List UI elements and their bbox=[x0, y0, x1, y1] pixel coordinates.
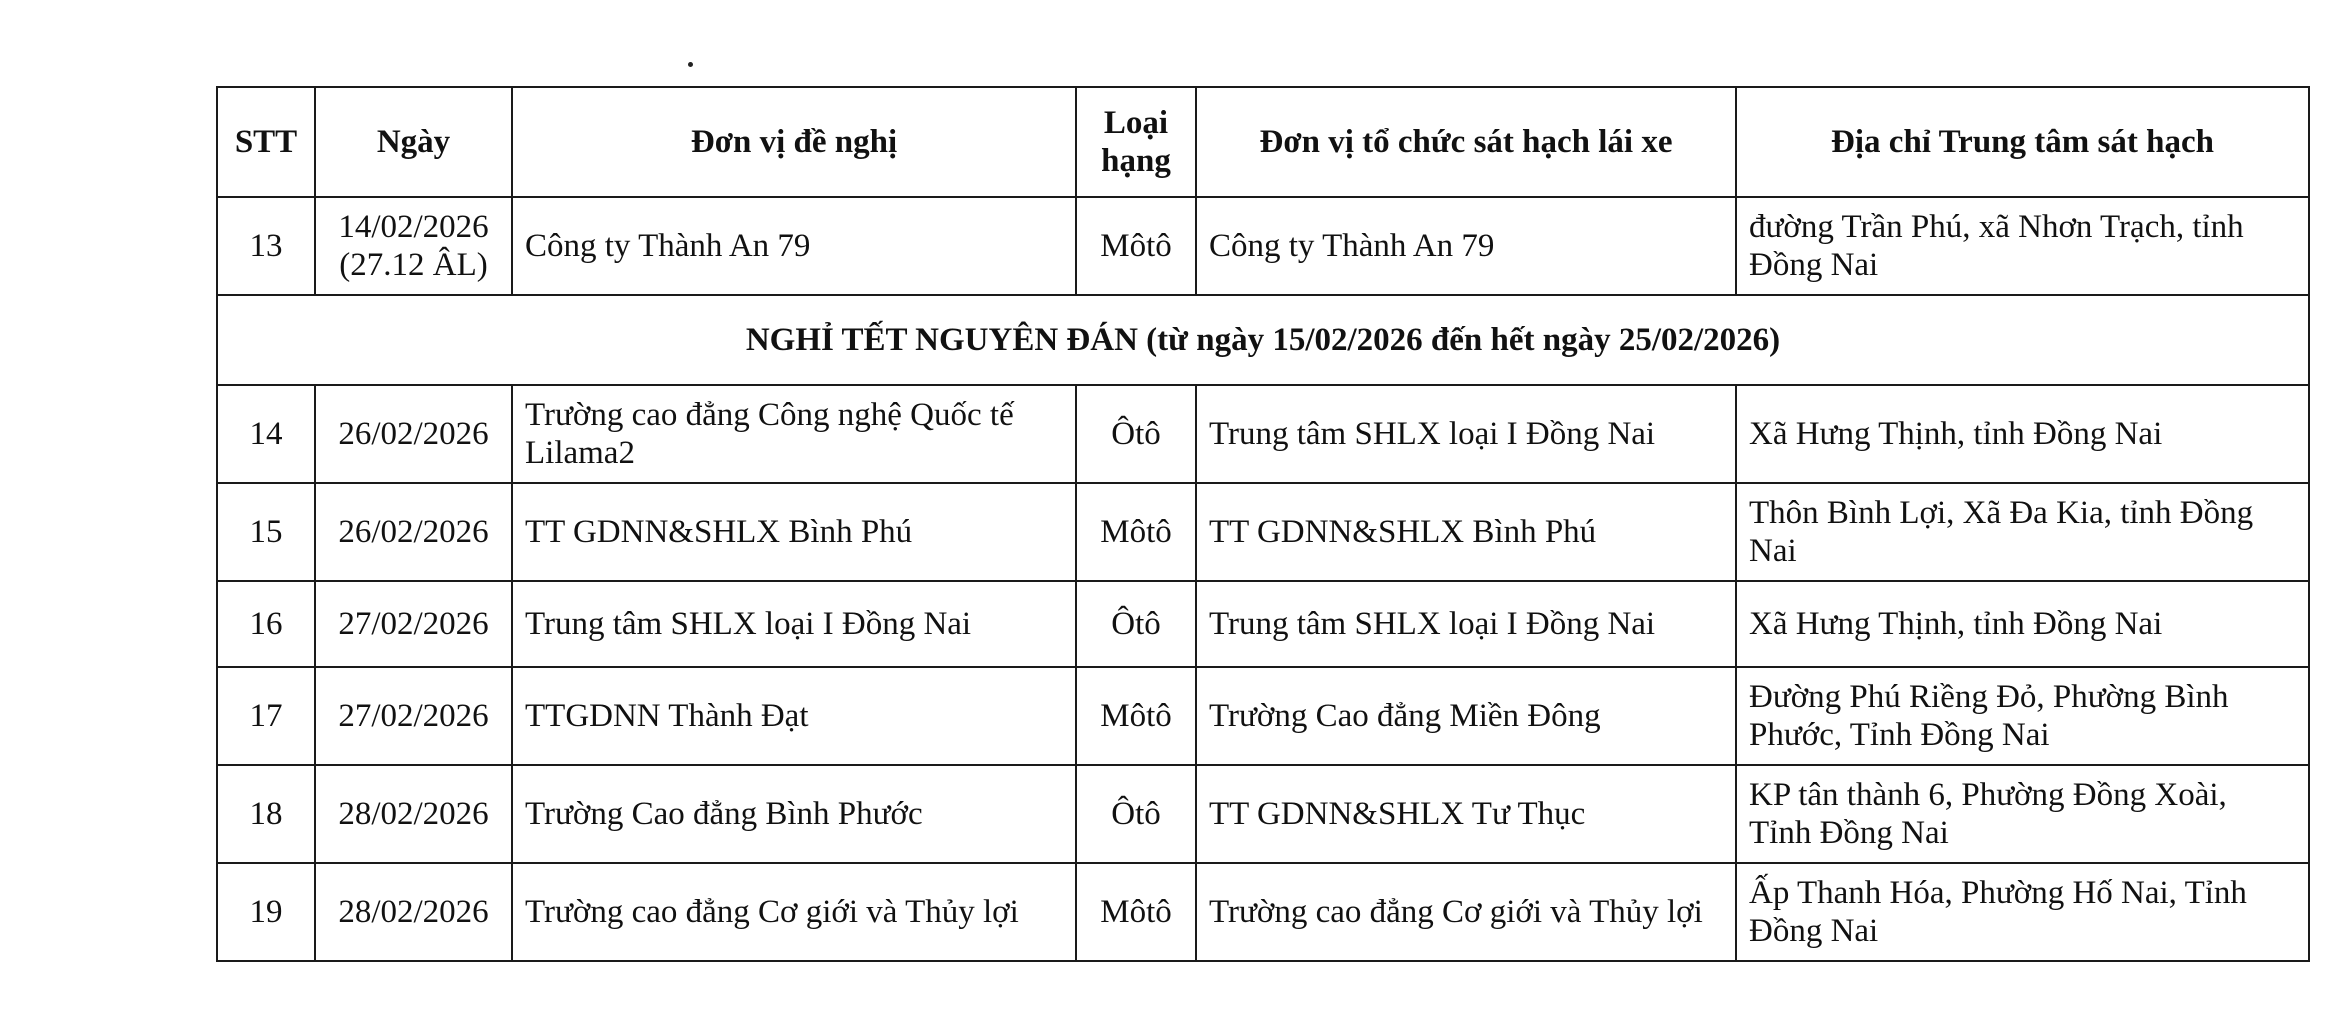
header-center-address: Địa chỉ Trung tâm sát hạch bbox=[1736, 87, 2309, 197]
table-row bbox=[217, 197, 2309, 295]
holiday-row bbox=[217, 295, 2309, 385]
cell-license-class: Ôtô bbox=[1076, 385, 1196, 483]
cell-testing-org: Trung tâm SHLX loại I Đồng Nai bbox=[1196, 385, 1736, 483]
cell-stt: 19 bbox=[217, 863, 315, 961]
cell-center-address: KP tân thành 6, Phường Đồng Xoài, Tỉnh Đồng Nai bbox=[1736, 765, 2309, 863]
cell-stt: 17 bbox=[217, 667, 315, 765]
cell-date: 27/02/2026 bbox=[315, 581, 512, 667]
stray-mark bbox=[688, 62, 693, 67]
cell-requesting-unit: Trường cao đẳng Cơ giới và Thủy lợi bbox=[512, 863, 1076, 961]
cell-stt: 14 bbox=[217, 385, 315, 483]
cell-license-class: Môtô bbox=[1076, 197, 1196, 295]
cell-date: 28/02/2026 bbox=[315, 765, 512, 863]
table-row bbox=[217, 385, 2309, 483]
cell-stt: 15 bbox=[217, 483, 315, 581]
cell-requesting-unit: Trường cao đẳng Công nghệ Quốc tế Lilama2 bbox=[512, 385, 1076, 483]
cell-stt: 13 bbox=[217, 197, 315, 295]
table-row bbox=[217, 483, 2309, 581]
cell-center-address: Thôn Bình Lợi, Xã Đa Kia, tỉnh Đồng Nai bbox=[1736, 483, 2309, 581]
table-row bbox=[217, 765, 2309, 863]
cell-requesting-unit: Trường Cao đẳng Bình Phước bbox=[512, 765, 1076, 863]
cell-license-class: Ôtô bbox=[1076, 765, 1196, 863]
table-row bbox=[217, 863, 2309, 961]
cell-stt: 18 bbox=[217, 765, 315, 863]
cell-requesting-unit: TTGDNN Thành Đạt bbox=[512, 667, 1076, 765]
cell-license-class: Môtô bbox=[1076, 863, 1196, 961]
table-body-before-holiday bbox=[217, 197, 2309, 295]
cell-center-address: Ấp Thanh Hóa, Phường Hố Nai, Tỉnh Đồng Nai bbox=[1736, 863, 2309, 961]
table-body-holiday bbox=[217, 295, 2309, 385]
cell-center-address: Xã Hưng Thịnh, tỉnh Đồng Nai bbox=[1736, 581, 2309, 667]
cell-center-address: đường Trần Phú, xã Nhơn Trạch, tỉnh Đồng Nai bbox=[1736, 197, 2309, 295]
cell-center-address: Xã Hưng Thịnh, tỉnh Đồng Nai bbox=[1736, 385, 2309, 483]
table-row bbox=[217, 581, 2309, 667]
cell-date: 27/02/2026 bbox=[315, 667, 512, 765]
table-row bbox=[217, 667, 2309, 765]
header-stt: STT bbox=[217, 87, 315, 197]
cell-date: 14/02/2026 (27.12 ÂL) bbox=[315, 197, 512, 295]
header-date: Ngày bbox=[315, 87, 512, 197]
cell-testing-org: Trường Cao đẳng Miền Đông bbox=[1196, 667, 1736, 765]
cell-stt: 16 bbox=[217, 581, 315, 667]
header-license-class: Loại hạng bbox=[1076, 87, 1196, 197]
header-testing-org: Đơn vị tổ chức sát hạch lái xe bbox=[1196, 87, 1736, 197]
cell-date: 28/02/2026 bbox=[315, 863, 512, 961]
cell-license-class: Môtô bbox=[1076, 483, 1196, 581]
cell-requesting-unit: TT GDNN&SHLX Bình Phú bbox=[512, 483, 1076, 581]
cell-center-address: Đường Phú Riềng Đỏ, Phường Bình Phước, Tỉnh Đồng Nai bbox=[1736, 667, 2309, 765]
cell-license-class: Môtô bbox=[1076, 667, 1196, 765]
cell-testing-org: Trường cao đẳng Cơ giới và Thủy lợi bbox=[1196, 863, 1736, 961]
cell-testing-org: Trung tâm SHLX loại I Đồng Nai bbox=[1196, 581, 1736, 667]
header-requesting-unit: Đơn vị đề nghị bbox=[512, 87, 1076, 197]
cell-testing-org: TT GDNN&SHLX Tư Thục bbox=[1196, 765, 1736, 863]
holiday-notice: NGHỈ TẾT NGUYÊN ĐÁN (từ ngày 15/02/2026 đến hết ngày 25/02/2026) bbox=[217, 295, 2309, 385]
cell-requesting-unit: Trung tâm SHLX loại I Đồng Nai bbox=[512, 581, 1076, 667]
cell-requesting-unit: Công ty Thành An 79 bbox=[512, 197, 1076, 295]
cell-license-class: Ôtô bbox=[1076, 581, 1196, 667]
exam-schedule-table bbox=[216, 86, 2310, 962]
header-row bbox=[217, 87, 2309, 197]
table-body-after-holiday bbox=[217, 385, 2309, 961]
cell-testing-org: Công ty Thành An 79 bbox=[1196, 197, 1736, 295]
cell-date: 26/02/2026 bbox=[315, 385, 512, 483]
cell-testing-org: TT GDNN&SHLX Bình Phú bbox=[1196, 483, 1736, 581]
cell-date: 26/02/2026 bbox=[315, 483, 512, 581]
